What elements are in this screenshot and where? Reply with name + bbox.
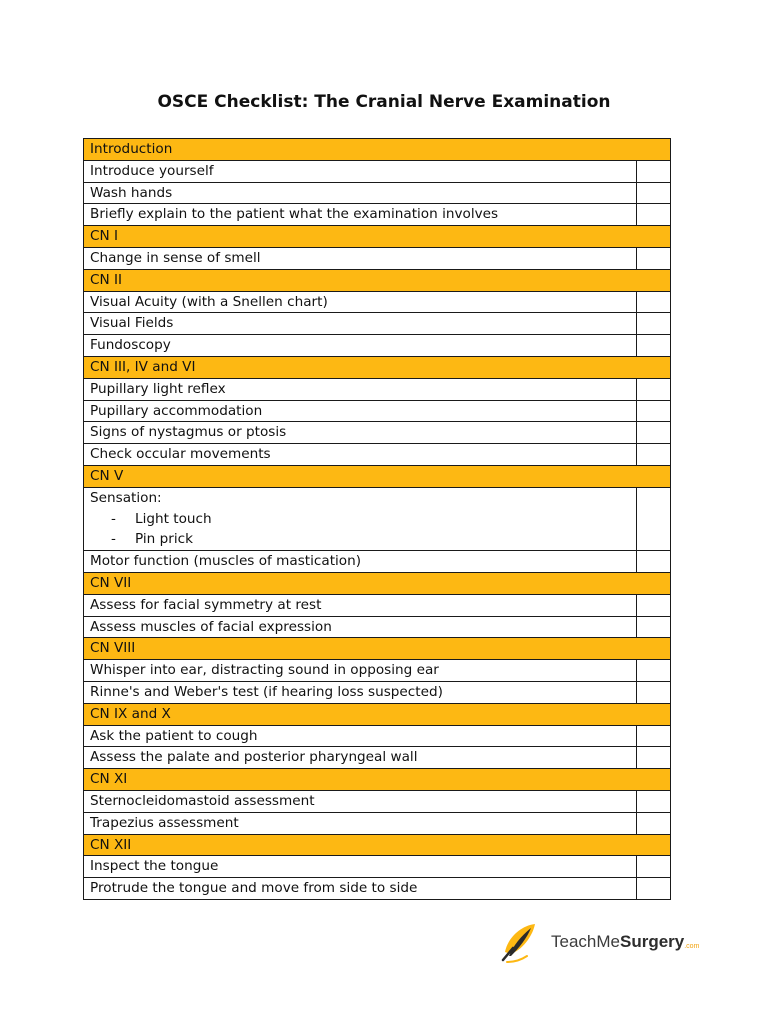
tick-box[interactable] <box>637 551 671 573</box>
checklist-row <box>84 182 671 204</box>
tick-box[interactable] <box>637 291 671 313</box>
section-header-row <box>84 139 671 161</box>
checklist-item-text: Fundoscopy <box>84 335 637 357</box>
checklist-item-text: Wash hands <box>84 182 637 204</box>
section-header: CN II <box>84 269 671 291</box>
tick-box[interactable] <box>637 856 671 878</box>
checklist-row <box>84 487 671 550</box>
checklist-row <box>84 594 671 616</box>
tick-box[interactable] <box>637 247 671 269</box>
checklist-row <box>84 747 671 769</box>
checklist-row <box>84 204 671 226</box>
tick-box[interactable] <box>637 790 671 812</box>
sensation-label: Sensation: <box>90 489 162 506</box>
section-header: CN XI <box>84 769 671 791</box>
checklist-item-text: Visual Fields <box>84 313 637 335</box>
checklist-row <box>84 790 671 812</box>
checklist-row <box>84 812 671 834</box>
brand-name: TeachMeSurgery.com <box>551 932 700 951</box>
page-title: OSCE Checklist: The Cranial Nerve Examination <box>157 92 611 112</box>
checklist-row <box>84 400 671 422</box>
tick-box[interactable] <box>637 487 671 550</box>
section-header-row <box>84 769 671 791</box>
checklist-row <box>84 335 671 357</box>
checklist-row <box>84 878 671 900</box>
tick-box[interactable] <box>637 812 671 834</box>
checklist-table <box>83 138 671 900</box>
section-header-row <box>84 465 671 487</box>
section-header-row <box>84 703 671 725</box>
checklist-item-text: Visual Acuity (with a Snellen chart) <box>84 291 637 313</box>
checklist-item-text: Briefly explain to the patient what the examination involves <box>84 204 637 226</box>
checklist-item-text: Check occular movements <box>84 444 637 466</box>
tick-box[interactable] <box>637 160 671 182</box>
dash-bullet: - <box>111 531 116 548</box>
section-header: CN IX and X <box>84 703 671 725</box>
tick-box[interactable] <box>637 725 671 747</box>
checklist-item-text: Protrude the tongue and move from side to side <box>84 878 637 900</box>
section-header: CN V <box>84 465 671 487</box>
tick-box[interactable] <box>637 747 671 769</box>
checklist-item-text: Assess the palate and posterior pharyngeal wall <box>84 747 637 769</box>
dash-bullet: - <box>111 510 116 527</box>
checklist-row <box>84 444 671 466</box>
checklist-row <box>84 160 671 182</box>
checklist-item-text: Motor function (muscles of mastication) <box>84 551 637 573</box>
tick-box[interactable] <box>637 878 671 900</box>
section-header-row <box>84 834 671 856</box>
checklist-item-text: Whisper into ear, distracting sound in opposing ear <box>84 660 637 682</box>
section-header: CN VII <box>84 572 671 594</box>
checklist-item-text: Inspect the tongue <box>84 856 637 878</box>
tick-box[interactable] <box>637 660 671 682</box>
checklist-row <box>84 616 671 638</box>
checklist-row <box>84 681 671 703</box>
sub-list-item: - Light touch <box>90 509 630 530</box>
teachmesurgery-logo <box>497 912 737 972</box>
section-header: CN I <box>84 226 671 248</box>
checklist-item-text: Assess for facial symmetry at rest <box>84 594 637 616</box>
tick-box[interactable] <box>637 594 671 616</box>
checklist-row <box>84 551 671 573</box>
sub-list-item: - Pin prick <box>90 529 630 550</box>
tick-box[interactable] <box>637 182 671 204</box>
quill-pen-icon <box>497 918 545 966</box>
tick-box[interactable] <box>637 422 671 444</box>
checklist-row <box>84 291 671 313</box>
checklist-row <box>84 856 671 878</box>
tick-box[interactable] <box>637 204 671 226</box>
checklist-row <box>84 660 671 682</box>
section-header: CN VIII <box>84 638 671 660</box>
checklist-row <box>84 725 671 747</box>
section-header: CN III, IV and VI <box>84 356 671 378</box>
checklist-item-text <box>84 487 637 550</box>
tick-box[interactable] <box>637 400 671 422</box>
checklist-row <box>84 247 671 269</box>
section-header-row <box>84 226 671 248</box>
tick-box[interactable] <box>637 616 671 638</box>
checklist-item-text: Pupillary accommodation <box>84 400 637 422</box>
checklist-item-text: Trapezius assessment <box>84 812 637 834</box>
section-header-row <box>84 269 671 291</box>
checklist-row <box>84 313 671 335</box>
tick-box[interactable] <box>637 681 671 703</box>
checklist-item-text: Assess muscles of facial expression <box>84 616 637 638</box>
checklist-item-text: Introduce yourself <box>84 160 637 182</box>
tick-box[interactable] <box>637 335 671 357</box>
checklist-item-text: Change in sense of smell <box>84 247 637 269</box>
tick-box[interactable] <box>637 444 671 466</box>
checklist-item-text: Ask the patient to cough <box>84 725 637 747</box>
sensation-sublist <box>90 509 630 551</box>
checklist-row <box>84 378 671 400</box>
section-header-row <box>84 356 671 378</box>
checklist-row <box>84 422 671 444</box>
checklist-item-text: Sternocleidomastoid assessment <box>84 790 637 812</box>
section-header: CN XII <box>84 834 671 856</box>
checklist-item-text: Rinne's and Weber's test (if hearing loss suspected) <box>84 681 637 703</box>
section-header-row <box>84 572 671 594</box>
checklist-item-text: Signs of nystagmus or ptosis <box>84 422 637 444</box>
tick-box[interactable] <box>637 378 671 400</box>
section-header: Introduction <box>84 139 671 161</box>
section-header-row <box>84 638 671 660</box>
checklist-item-text: Pupillary light reflex <box>84 378 637 400</box>
tick-box[interactable] <box>637 313 671 335</box>
